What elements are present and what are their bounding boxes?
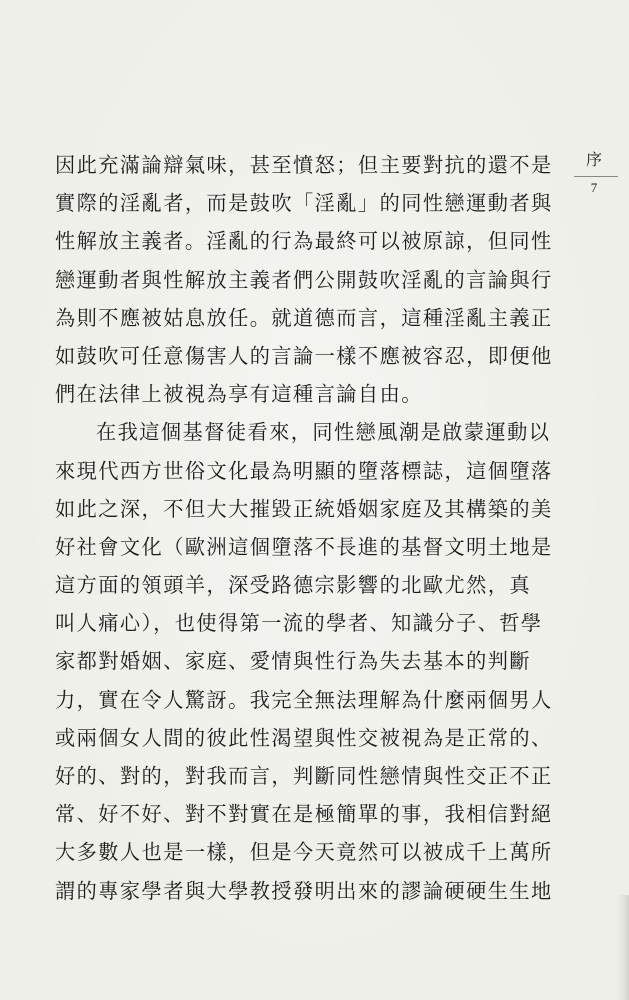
- body-text: [55, 146, 553, 910]
- text-line-9: 來現代西方世俗文化最為明顯的墮落標誌，這個墮落: [55, 458, 553, 483]
- text-line-17: 好的、對的，對我而言，判斷同性戀情與性交正不正: [55, 764, 553, 788]
- text-line-1: 因此充滿論辯氣味，甚至憤怒；但主要對抗的還不是: [55, 153, 553, 177]
- text-line-18: 常、好不好、對不對實在是極簡單的事，我相信對絕: [55, 802, 553, 827]
- text-line-4: 戀運動者與性解放主義者們公開鼓吹淫亂的言論與行: [55, 267, 553, 292]
- text-line-6: 如鼓吹可任意傷害人的言論一樣不應被容忍，即便他: [55, 343, 553, 368]
- text-line-3: 性解放主義者。淫亂的行為最終可以被原諒，但同性: [55, 229, 553, 254]
- text-line-16: 或兩個女人間的彼此性渴望與性交被視為是正常的、: [55, 725, 553, 750]
- text-line-7: 們在法律上被視為享有這種言論自由。: [55, 382, 423, 407]
- running-head-rule: [574, 176, 618, 177]
- page-edge-shadow: [617, 895, 629, 1000]
- text-line-5: 為則不應被姑息放任。就道德而言，這種淫亂主義正: [55, 305, 553, 330]
- text-line-2: 實際的淫亂者，而是鼓吹「淫亂」的同性戀運動者與: [55, 191, 553, 216]
- text-line-10: 如此之深，不但大大摧毀正統婚姻家庭及其構築的美: [55, 496, 553, 521]
- paragraph-2-first-line: 在我這個基督徒看來，同性戀風潮是啟蒙運動以: [96, 420, 551, 445]
- text-line-12: 這方面的領頭羊，深受路德宗影響的北歐尤然，真: [55, 573, 532, 598]
- running-head: [584, 150, 604, 196]
- text-line-19: 大多數人也是一樣，但是今天竟然可以被成千上萬所: [55, 840, 553, 865]
- text-line-13: 叫人痛心），也使得第一流的學者、知識分子、哲學: [55, 611, 543, 636]
- page-number: 7: [590, 180, 598, 195]
- text-line-20: 謂的專家學者與大學教授發明出來的謬論硬硬生生地: [55, 878, 553, 903]
- text-line-14: 家都對婚姻、家庭、愛情與性行為失去基本的判斷: [55, 649, 532, 674]
- section-label: 序: [585, 150, 602, 169]
- text-line-15: 力，實在令人驚訝。我完全無法理解為什麼兩個男人: [55, 687, 553, 712]
- text-line-11: 好社會文化（歐洲這個墮落不長進的基督文明土地是: [55, 534, 553, 559]
